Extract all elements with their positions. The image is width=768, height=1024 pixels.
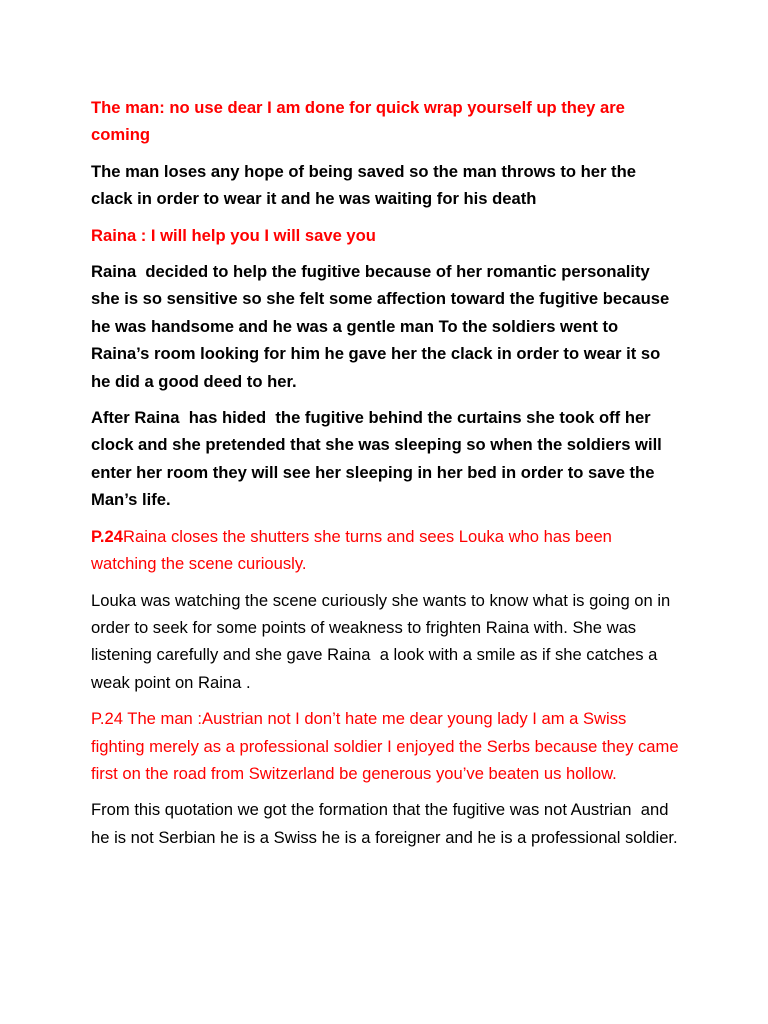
quote-the-man-austrian: P.24 The man :Austrian not I don’t hate me dear young lady I am a Swiss fighting merely as a professional soldier I enjoyed the Serbs because they came first on the road from Switzerland be generous you’ve beaten us hollow. — [91, 709, 684, 783]
quote-text: Raina closes the shutters she turns and sees Louka who has been watching the scene curiously. — [91, 526, 617, 574]
quote-raina-closes-shutters — [91, 523, 681, 578]
document-page — [91, 94, 684, 860]
analysis-man-loses-hope: The man loses any hope of being saved so the man throws to her the clack in order to wear it and he was waiting for his death — [91, 161, 641, 209]
analysis-raina-decided-help: Raina decided to help the fugitive because of her romantic personality she is so sensitive so she felt some affection toward the fugitive because he was handsome and he was a gentle man To the soldiers went to Raina’s room looking for him he gave her the clack in order to wear it so he did a good deed to her. — [91, 262, 674, 391]
analysis-raina-hided-fugitive: After Raina has hided the fugitive behind the curtains she took off her clock and she pretended that she was sleeping so when the soldiers will enter her room they will see her sleeping in her bed in order to save the Man’s life. — [91, 408, 667, 510]
analysis-quotation-formation: From this quotation we got the formation that the fugitive was not Austrian and he is not Serbian he is a Swiss he is a foreigner and he is a professional soldier. — [91, 800, 678, 847]
quote-the-man-no-use: The man: no use dear I am done for quick wrap yourself up they are coming — [91, 98, 630, 145]
page-reference: P.24 — [91, 526, 123, 546]
quote-raina-will-help: Raina : I will help you I will save you — [91, 225, 376, 245]
analysis-louka-watching: Louka was watching the scene curiously she wants to know what is going on in order to seek for some points of weakness to frighten Raina with. She was listening carefully and she gave Raina a look with a smile as if she catches a weak point on Raina . — [91, 590, 675, 692]
